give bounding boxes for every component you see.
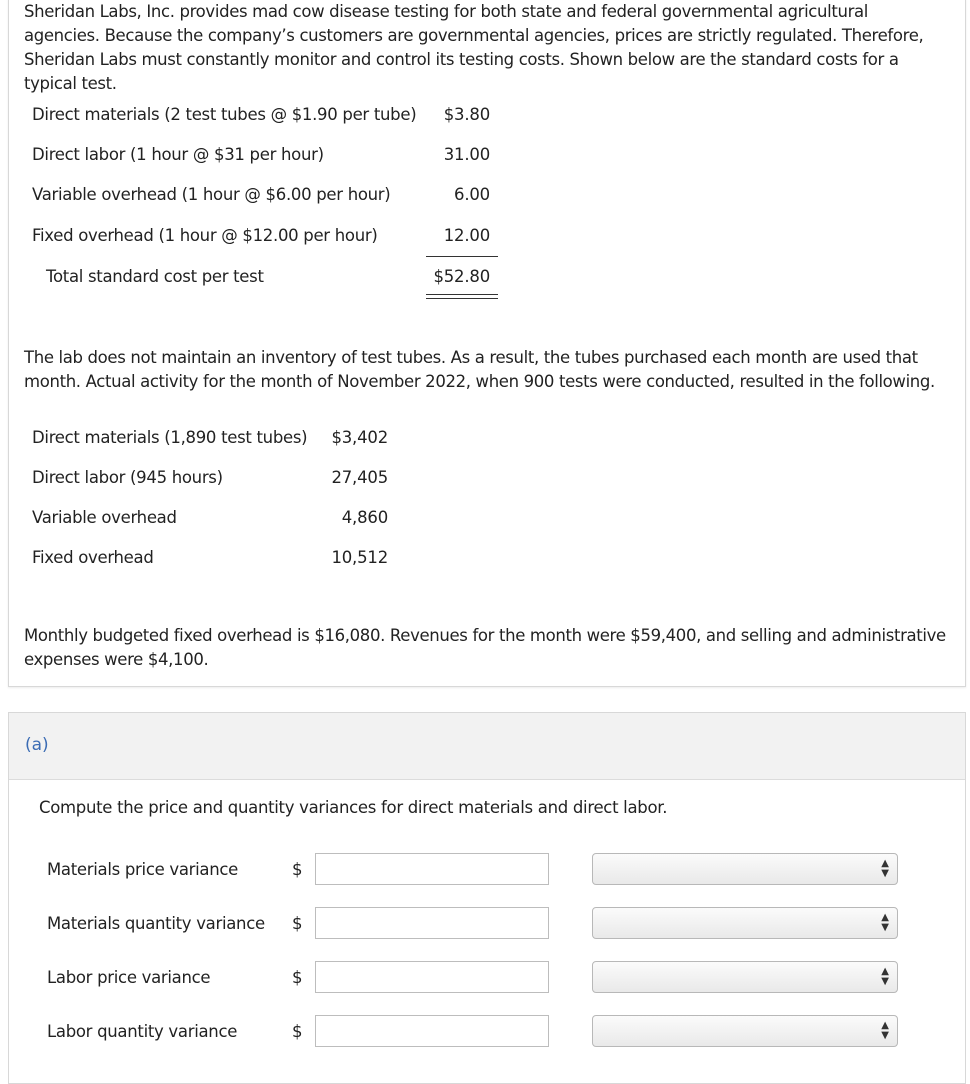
dollar-sign: $ <box>292 914 303 933</box>
part-a-instruction: Compute the price and quantity variances for direct materials and direct labor. <box>39 798 668 817</box>
actual-intro-paragraph: The lab does not maintain an inventory of test tubes. As a result, the tubes purchased each month are used that month. Actual activity for the month of November 2022, when 900 tests were conducted, resulted in the following. <box>24 348 935 391</box>
labor-quantity-variance-select[interactable] <box>592 1015 898 1047</box>
std-row-amount: 12.00 <box>443 226 490 245</box>
actual-row-label: Variable overhead <box>32 508 177 527</box>
total-double-rule-bottom <box>426 298 498 299</box>
materials-price-variance-input[interactable] <box>315 853 549 885</box>
actual-row-amount: 10,512 <box>331 548 388 567</box>
actual-row-label: Fixed overhead <box>32 548 154 567</box>
total-double-rule-top <box>426 294 498 295</box>
actual-row-label: Direct labor (945 hours) <box>32 468 223 487</box>
std-row-amount: 6.00 <box>454 185 490 204</box>
intro-paragraph: Sheridan Labs, Inc. provides mad cow disease testing for both state and federal governmental agricultural agencies. Because the company’s customers are governmental agencies, prices are strictly regulated. Therefore, Sheridan Labs must constantly monitor and control its testing costs. Shown below are the standard costs for a typical test. <box>24 2 924 93</box>
std-row-label: Variable overhead (1 hour @ $6.00 per hour) <box>32 185 391 204</box>
materials-quantity-variance-input[interactable] <box>315 907 549 939</box>
labor-price-variance-input[interactable] <box>315 961 549 993</box>
part-a-label: (a) <box>25 735 49 755</box>
actual-row-amount: 27,405 <box>331 468 388 487</box>
std-row-label: Fixed overhead (1 hour @ $12.00 per hour) <box>32 226 378 245</box>
std-row-amount: 31.00 <box>443 145 490 164</box>
variance-label-labor-price: Labor price variance <box>47 968 211 987</box>
part-a-header <box>9 713 965 780</box>
dollar-sign: $ <box>292 1022 303 1041</box>
std-total-label: Total standard cost per test <box>46 267 264 286</box>
budget-note-paragraph: Monthly budgeted fixed overhead is $16,080. Revenues for the month were $59,400, and selling and administrative expenses were $4,100. <box>24 626 946 669</box>
subtotal-rule <box>426 256 498 257</box>
std-row-label: Direct labor (1 hour @ $31 per hour) <box>32 145 324 164</box>
materials-quantity-variance-select[interactable] <box>592 907 898 939</box>
std-row-label: Direct materials (2 test tubes @ $1.90 per tube) <box>32 105 417 124</box>
actual-row-label: Direct materials (1,890 test tubes) <box>32 428 308 447</box>
actual-row-amount: 4,860 <box>341 508 388 527</box>
dollar-sign: $ <box>292 968 303 987</box>
variance-label-labor-quantity: Labor quantity variance <box>47 1022 238 1041</box>
up-down-arrows-icon: ▲ ▼ <box>881 858 889 879</box>
variance-label-materials-price: Materials price variance <box>47 860 239 879</box>
up-down-arrows-icon: ▲ ▼ <box>881 912 889 933</box>
std-total-amount: $52.80 <box>433 267 490 286</box>
up-down-arrows-icon: ▲ ▼ <box>881 1020 889 1041</box>
materials-price-variance-select[interactable] <box>592 853 898 885</box>
labor-price-variance-select[interactable] <box>592 961 898 993</box>
dollar-sign: $ <box>292 860 303 879</box>
variance-label-materials-quantity: Materials quantity variance <box>47 914 265 933</box>
up-down-arrows-icon: ▲ ▼ <box>881 966 889 987</box>
std-row-amount: $3.80 <box>443 105 490 124</box>
labor-quantity-variance-input[interactable] <box>315 1015 549 1047</box>
actual-row-amount: $3,402 <box>331 428 388 447</box>
